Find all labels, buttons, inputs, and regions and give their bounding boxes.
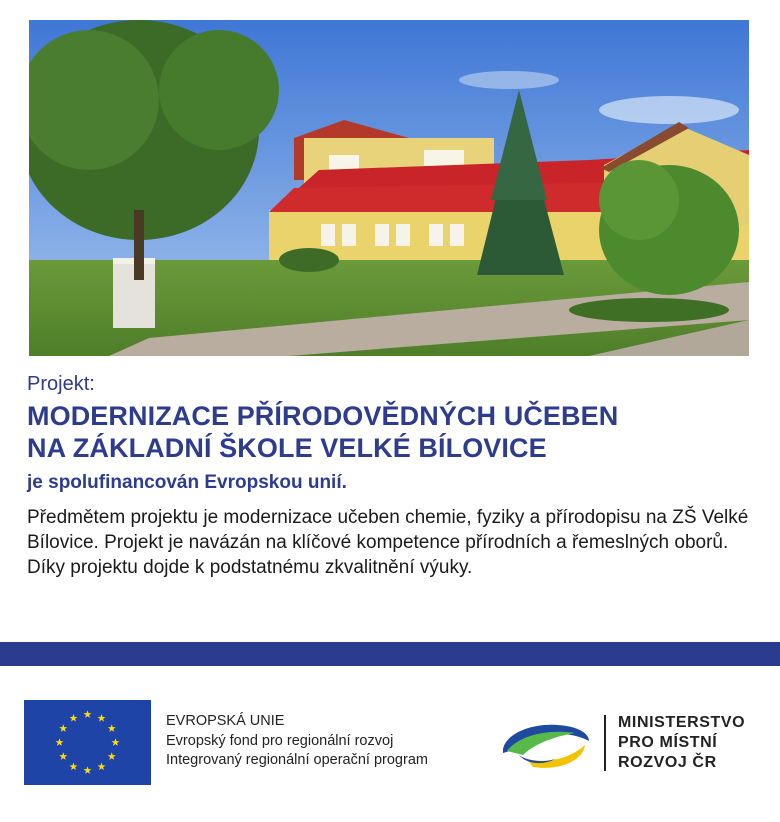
project-title bbox=[27, 400, 767, 464]
ministry-line3: ROZVOJ ČR bbox=[618, 754, 717, 771]
eu-name: EVROPSKÁ UNIE bbox=[166, 713, 285, 729]
divider-bar bbox=[0, 642, 780, 666]
eu-star-icon bbox=[59, 752, 67, 760]
eu-fund: Evropský fond pro regionální rozvoj bbox=[166, 732, 394, 749]
school-building-photo bbox=[29, 20, 749, 356]
eu-flag-icon bbox=[24, 700, 151, 785]
cofinanced-statement: je spolufinancován Evropskou unií. bbox=[27, 472, 347, 493]
project-title-line2: NA ZÁKLADNÍ ŠKOLE VELKÉ BÍLOVICE bbox=[27, 433, 547, 463]
eu-star-icon bbox=[98, 714, 106, 722]
eu-star-icon bbox=[108, 752, 116, 760]
eu-star-icon bbox=[70, 763, 78, 771]
eu-star-icon bbox=[84, 766, 92, 774]
project-info bbox=[27, 372, 767, 580]
mmr-logo-icon bbox=[497, 715, 593, 773]
eu-star-icon bbox=[108, 724, 116, 732]
eu-star-icon bbox=[56, 738, 64, 746]
ministry-line2: PRO MÍSTNÍ bbox=[618, 734, 718, 751]
ministry-line1: MINISTERSTVO bbox=[618, 714, 746, 731]
eu-star-icon bbox=[98, 763, 106, 771]
eu-programme: Integrovaný regionální operační program bbox=[166, 752, 428, 768]
eu-star-icon bbox=[59, 724, 67, 732]
project-description: Předmětem projektu je modernizace učeben chemie, fyziky a přírodopisu na ZŠ Velké Bílovice. Projekt je navázán na klíčové kompetence přírodních a řemeslných oborů. Díky projektu dojde k podstatnému zkvalitnění výuky. bbox=[27, 507, 749, 578]
eu-star-icon bbox=[84, 710, 92, 718]
ministry-name bbox=[618, 713, 745, 773]
eu-star-icon bbox=[70, 714, 78, 722]
eu-star-icon bbox=[112, 738, 120, 746]
eu-text bbox=[166, 712, 428, 771]
project-label: Projekt: bbox=[27, 373, 95, 395]
logo-divider bbox=[604, 715, 606, 771]
project-title-line1: MODERNIZACE PŘÍRODOVĚDNÝCH UČEBEN bbox=[27, 401, 619, 431]
